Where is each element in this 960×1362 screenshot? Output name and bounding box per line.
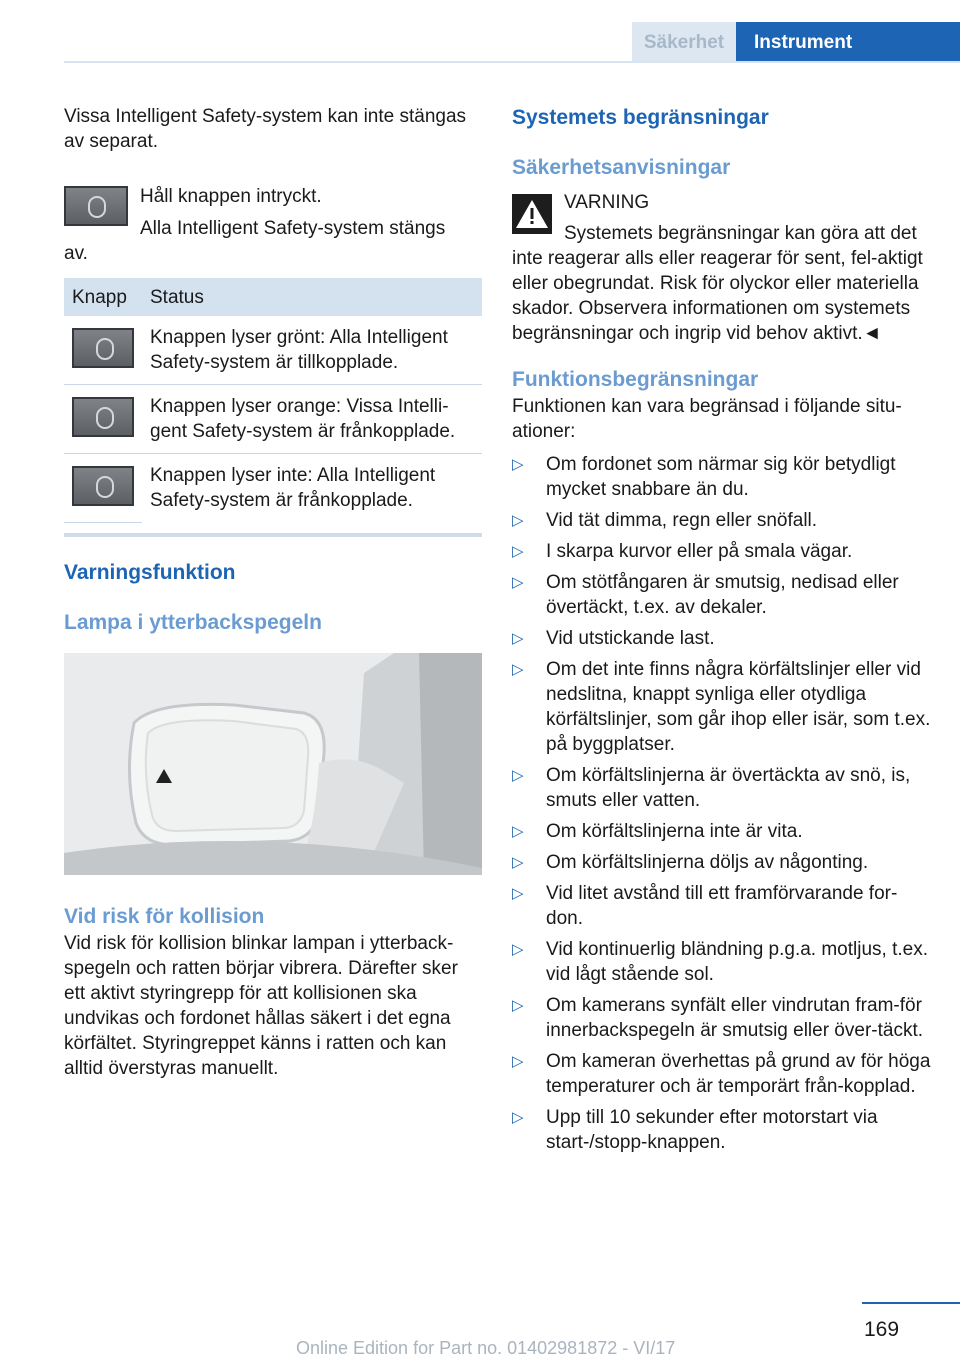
table-row [64, 316, 482, 385]
header-rule [64, 61, 960, 63]
bullet-marker: ▷ [512, 630, 524, 647]
step-result: Alla Intelligent Safety-system stängs [140, 218, 446, 239]
list-item-text: Upp till 10 sekunder efter motorstart via start-/stopp-knappen. [546, 1107, 878, 1153]
funktion-intro: Funktionen kan vara begränsad i följande situ-ationer: [512, 396, 902, 442]
list-item [512, 1105, 932, 1155]
warning-box [512, 190, 932, 346]
warning-label: VARNING [564, 192, 650, 213]
heading-funktion: Funktionsbegränsningar [512, 368, 759, 391]
safety-button-icon [64, 186, 128, 226]
list-item-text: I skarpa kurvor eller på smala vägar. [546, 541, 853, 562]
status-table [64, 278, 482, 523]
bullet-marker: ▷ [512, 767, 524, 784]
status-cell: Knappen lyser orange: Vissa Intelli-gent Safety-system är frånkopplade. [142, 385, 482, 454]
mirror-photo [64, 653, 482, 875]
list-item-text: Vid kontinuerlig bländning p.g.a. motljus, t.ex. vid lågt stående sol. [546, 939, 928, 985]
column-header-knapp: Knapp [64, 278, 142, 316]
list-item-text: Vid utstickande last. [546, 628, 715, 649]
list-item [512, 626, 932, 651]
status-cell: Knappen lyser grönt: Alla Intelligent Safety-system är tillkopplade. [142, 316, 482, 385]
list-item [512, 539, 932, 564]
status-cell: Knappen lyser inte: Alla Intelligent Safety-system är frånkopplade. [150, 465, 436, 511]
list-item [512, 763, 932, 813]
page-number: 169 [864, 1318, 900, 1341]
step-hold: Håll knappen intryckt. [140, 186, 322, 207]
bullet-marker: ▷ [512, 885, 524, 902]
chapter-tab[interactable]: Instrument [736, 22, 960, 62]
bullet-marker: ▷ [512, 1109, 524, 1126]
safety-button-icon [72, 397, 134, 437]
bullet-marker: ▷ [512, 941, 524, 958]
warning-icon [512, 194, 552, 234]
intro-text: Vissa Intelligent Safety-system kan inte stängas av separat. [64, 106, 467, 152]
bullet-marker: ▷ [512, 543, 524, 560]
list-item-text: Om kameran överhettas på grund av för höga temperaturer och är temporärt från-kopplad. [546, 1051, 931, 1097]
bullet-marker: ▷ [512, 574, 524, 591]
safety-button-icon [72, 466, 134, 506]
list-item-text: Om körfältslinjerna är övertäckta av snö, is, smuts eller vatten. [546, 765, 911, 811]
list-item [512, 452, 932, 502]
warning-text: Systemets begränsningar kan göra att det inte reagerar alls eller reagerar för sent, fel-aktigt eller obegrundat. Risk för olyckor eller materiella skador. Observera informationen om systemets begränsningar och ingrip vid behov aktivt.◄ [512, 223, 923, 344]
bullet-marker: ▷ [512, 661, 524, 678]
bullet-marker: ▷ [512, 512, 524, 529]
edition-footer: Online Edition for Part no. 01402981872 - VI/17 [296, 1338, 676, 1358]
page-header [0, 0, 960, 64]
list-item [512, 993, 932, 1043]
side-mirror-illustration [64, 653, 482, 875]
list-item-text: Om körfältslinjerna inte är vita. [546, 821, 803, 842]
heading-sakerhet: Säkerhetsanvisningar [512, 156, 731, 179]
section-tab[interactable]: Säkerhet [632, 22, 736, 62]
heading-begransningar: Systemets begränsningar [512, 106, 769, 129]
list-item [512, 937, 932, 987]
list-item [512, 570, 932, 620]
left-column [64, 104, 482, 1081]
list-item-text: Om stötfångaren är smutsig, nedisad eller övertäckt, t.ex. av dekaler. [546, 572, 899, 618]
list-item [512, 1049, 932, 1099]
list-item-text: Om det inte finns några körfältslinjer eller vid nedslitna, knappt synliga eller otydliga körfältslinjer, som går ihop eller isär, som t.ex. på byggplatser. [546, 659, 931, 755]
list-item [512, 819, 932, 844]
safety-button-icon [72, 328, 134, 368]
list-item-text: Om kamerans synfält eller vindrutan fram-för innerbackspegeln är smutsig eller över-täckt. [546, 995, 924, 1041]
table-row [64, 454, 482, 523]
right-column [512, 104, 932, 1161]
bullet-marker: ▷ [512, 456, 524, 473]
bullet-marker: ▷ [512, 854, 524, 871]
heading-lampa: Lampa i ytterbackspegeln [64, 611, 322, 634]
list-item [512, 657, 932, 757]
list-item [512, 508, 932, 533]
list-item-text: Vid tät dimma, regn eller snöfall. [546, 510, 818, 531]
column-header-status: Status [142, 278, 482, 316]
list-item-text: Om fordonet som närmar sig kör betydligt mycket snabbare än du. [546, 454, 896, 500]
bullet-marker: ▷ [512, 997, 524, 1014]
step-result-cont: av. [64, 243, 88, 264]
list-item [512, 881, 932, 931]
risk-text: Vid risk för kollision blinkar lampan i ytterback-spegeln och ratten börjar vibrera. Därefter sker ett aktivt styringrepp för att kollisionen ska undvikas och fordonet hållas säkert i det egna körfältet. Styringreppet känns i ratten och kan alltid överstyras manuellt. [64, 933, 458, 1079]
bullet-marker: ▷ [512, 1053, 524, 1070]
list-item [512, 850, 932, 875]
heading-risk: Vid risk för kollision [64, 905, 265, 928]
bullet-marker: ▷ [512, 823, 524, 840]
table-row [64, 385, 482, 454]
page-number-rule [862, 1302, 960, 1304]
list-item-text: Vid litet avstånd till ett framförvarande for-don. [546, 883, 898, 929]
button-instruction [64, 184, 482, 264]
limitations-list [512, 452, 932, 1155]
table-bottom-rule [64, 533, 482, 537]
heading-varningsfunktion: Varningsfunktion [64, 561, 236, 584]
list-item-text: Om körfältslinjerna döljs av någonting. [546, 852, 869, 873]
